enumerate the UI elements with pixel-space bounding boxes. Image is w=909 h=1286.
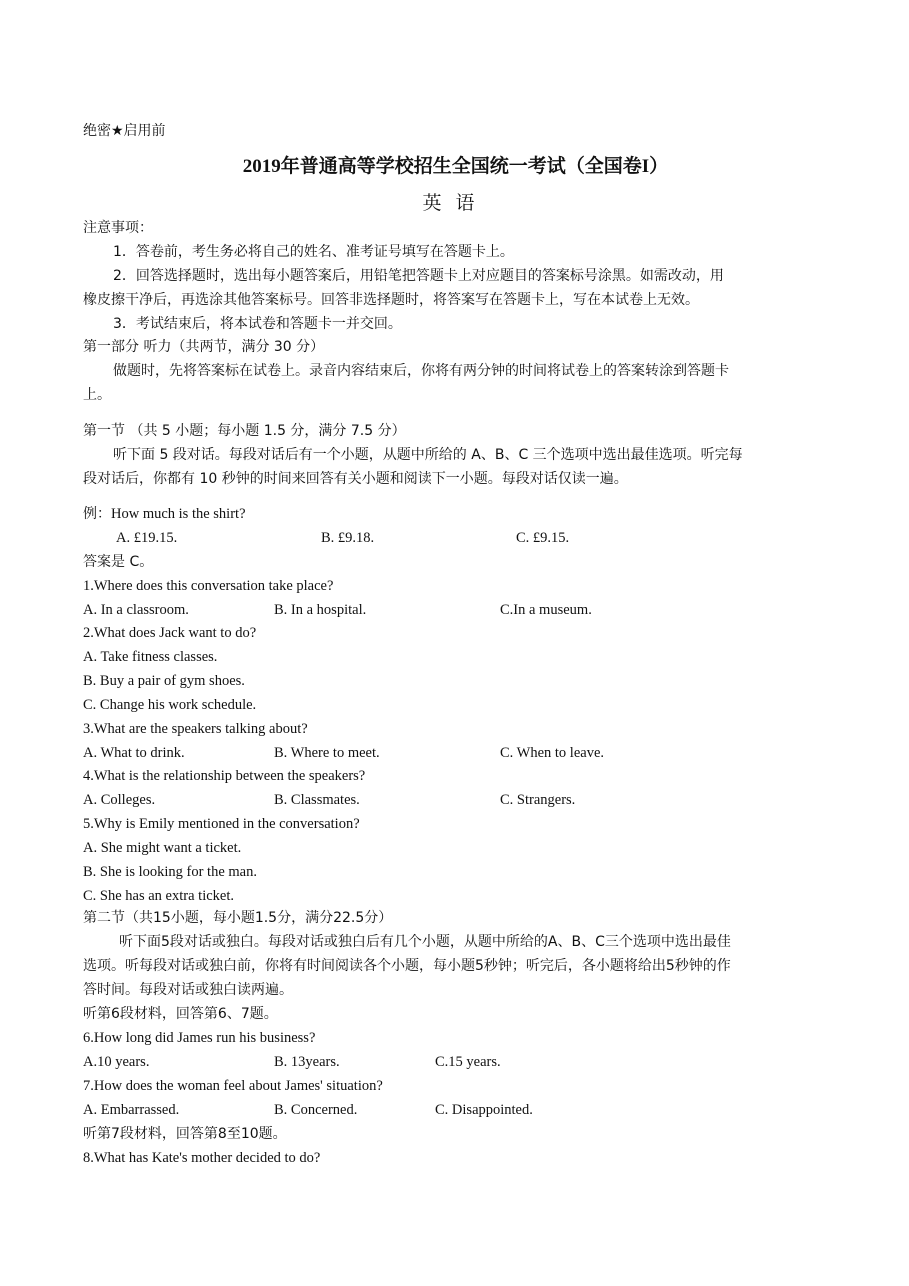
section1-intro-line-2: 段对话后，你都有 10 秒钟的时间来回答有关小题和阅读下一小题。每段对话仅读一遍。 bbox=[83, 471, 628, 487]
question-4: 4.What is the relationship between the speakers? bbox=[83, 768, 366, 784]
q1-option-a: A. In a classroom. bbox=[83, 602, 189, 618]
section2-intro-line-3: 答时间。每段对话或独白读两遍。 bbox=[83, 982, 293, 998]
q3-option-c: C. When to leave. bbox=[500, 745, 605, 761]
q7-option-c: C. Disappointed. bbox=[435, 1102, 533, 1118]
q6-option-a: A.10 years. bbox=[83, 1054, 150, 1070]
note-3: 3．考试结束后，将本试卷和答题卡一并交回。 bbox=[113, 316, 402, 332]
question-8: 8.What has Kate's mother decided to do? bbox=[83, 1150, 321, 1166]
note-2-line-2: 橡皮擦干净后，再选涂其他答案标号。回答非选择题时，将答案写在答题卡上，写在本试卷上无效。 bbox=[83, 292, 699, 308]
q2-option-c: C. Change his work schedule. bbox=[83, 697, 257, 713]
question-5: 5.Why is Emily mentioned in the conversation? bbox=[83, 816, 360, 832]
q6-option-c: C.15 years. bbox=[435, 1054, 501, 1070]
q4-option-a: A. Colleges. bbox=[83, 792, 156, 808]
question-2: 2.What does Jack want to do? bbox=[83, 625, 257, 641]
section1-intro-line-1: 听下面 5 段对话。每段对话后有一个小题，从题中所给的 A、B、C 三个选项中选出最佳选项。听完每 bbox=[113, 447, 743, 463]
question-6: 6.How long did James run his business? bbox=[83, 1030, 316, 1046]
example-text: How much is the shirt? bbox=[111, 506, 246, 522]
note-2-line-1: 2．回答选择题时，选出每小题答案后，用铅笔把答题卡上对应题目的答案标号涂黑。如需改动，用 bbox=[113, 268, 724, 284]
note-1: 1．答卷前，考生务必将自己的姓名、准考证号填写在答题卡上。 bbox=[113, 244, 514, 260]
q5-option-c: C. She has an extra ticket. bbox=[83, 888, 234, 904]
q4-option-c: C. Strangers. bbox=[500, 792, 576, 808]
subject-title: 英语 bbox=[422, 192, 489, 214]
exam-title: 2019年普通高等学校招生全国统一考试（全国卷I） bbox=[242, 156, 669, 177]
q5-option-a: A. She might want a ticket. bbox=[83, 840, 242, 856]
q2-option-a: A. Take fitness classes. bbox=[83, 649, 218, 665]
section2-intro-line-2: 选项。听每段对话或独白前，你将有时间阅读各个小题，每小题5秒钟；听完后，各小题将给出5秒钟的作 bbox=[83, 958, 731, 974]
part1-heading: 第一部分 听力（共两节，满分 30 分） bbox=[83, 339, 325, 355]
question-3: 3.What are the speakers talking about? bbox=[83, 721, 308, 737]
q6-option-b: B. 13years. bbox=[274, 1054, 340, 1070]
material-6-label: 听第6段材料，回答第6、7题。 bbox=[83, 1006, 278, 1022]
part1-intro-line-2: 上。 bbox=[83, 387, 111, 403]
example-answer: 答案是 C。 bbox=[83, 554, 154, 570]
example-option-c: C. £9.15. bbox=[516, 530, 570, 546]
question-7: 7.How does the woman feel about James' situation? bbox=[83, 1078, 383, 1094]
q3-option-b: B. Where to meet. bbox=[274, 745, 380, 761]
q3-option-a: A. What to drink. bbox=[83, 745, 185, 761]
q2-option-b: B. Buy a pair of gym shoes. bbox=[83, 673, 245, 689]
q1-option-b: B. In a hospital. bbox=[274, 602, 367, 618]
q5-option-b: B. She is looking for the man. bbox=[83, 864, 257, 880]
q1-option-c: C.In a museum. bbox=[500, 602, 592, 618]
part1-intro-line-1: 做题时，先将答案标在试卷上。录音内容结束后，你将有两分钟的时间将试卷上的答案转涂到答题卡 bbox=[113, 363, 729, 379]
notes-heading: 注意事项： bbox=[83, 220, 153, 236]
q7-option-a: A. Embarrassed. bbox=[83, 1102, 180, 1118]
q7-option-b: B. Concerned. bbox=[274, 1102, 358, 1118]
section2-heading: 第二节（共15小题，每小题1.5分，满分22.5分） bbox=[83, 910, 393, 926]
question-1: 1.Where does this conversation take place? bbox=[83, 578, 334, 594]
section1-heading: 第一节 （共 5 小题；每小题 1.5 分，满分 7.5 分） bbox=[83, 423, 406, 439]
example-label: 例： bbox=[83, 506, 111, 522]
material-7-label: 听第7段材料，回答第8至10题。 bbox=[83, 1126, 287, 1142]
example-option-b: B. £9.18. bbox=[321, 530, 375, 546]
confidential-mark: 绝密★启用前 bbox=[83, 123, 166, 139]
example-option-a: A. £19.15. bbox=[116, 530, 178, 546]
q4-option-b: B. Classmates. bbox=[274, 792, 360, 808]
example-question bbox=[83, 504, 246, 524]
section2-intro-line-1: 听下面5段对话或独白。每段对话或独白后有几个小题，从题中所给的A、B、C三个选项中选出最佳 bbox=[119, 934, 731, 950]
